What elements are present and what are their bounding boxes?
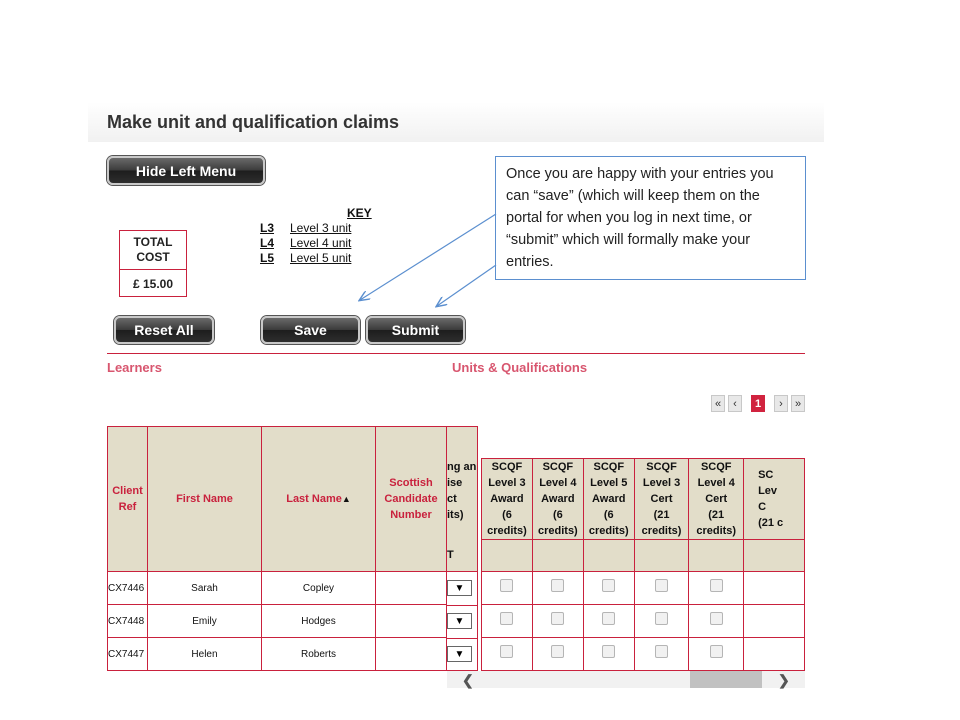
cell-last-name: Hodges (262, 605, 376, 638)
header-qual-partial: SC Lev C (21 c (744, 459, 805, 540)
cell-first-name: Sarah (148, 572, 262, 605)
partial-column-header: ng an ise ct its) (447, 459, 478, 572)
page-title: Make unit and qualification claims (107, 112, 400, 132)
cell-first-name: Helen (148, 638, 262, 671)
qual-checkbox[interactable] (655, 612, 668, 625)
key-title: KEY (347, 206, 372, 220)
submit-button[interactable]: Submit (366, 316, 465, 344)
section-divider (107, 353, 805, 354)
header-client-ref: Client Ref (108, 427, 148, 572)
chevron-right-icon[interactable]: ❯ (778, 672, 790, 688)
qualifications-table (481, 458, 805, 671)
header-last-name[interactable]: Last Name▲ (262, 427, 376, 572)
chevron-down-icon: ▼ (454, 648, 465, 660)
cell-last-name: Copley (262, 572, 376, 605)
chevron-down-icon: ▼ (454, 615, 465, 627)
qual-checkbox[interactable] (500, 579, 513, 592)
pagination (711, 395, 805, 412)
header-qual-l3-award: SCQF Level 3 Award (6 credits) (482, 459, 533, 540)
cell-first-name: Emily (148, 605, 262, 638)
table-row (482, 638, 805, 671)
qual-checkbox[interactable] (710, 612, 723, 625)
cell-scn (376, 572, 447, 605)
qual-checkbox[interactable] (551, 579, 564, 592)
pager-last-button[interactable]: » (791, 395, 805, 412)
qual-checkbox[interactable] (500, 612, 513, 625)
qualifications-table-viewport (481, 458, 805, 671)
pager-next-button[interactable]: › (774, 395, 788, 412)
level-dropdown[interactable] (447, 613, 472, 629)
section-learners: Learners (107, 360, 162, 375)
key-item-l5[interactable]: L5 Level 5 unit (260, 251, 352, 265)
qual-checkbox[interactable] (602, 612, 615, 625)
header-qual-l4-award: SCQF Level 4 Award (6 credits) (532, 459, 583, 540)
save-button[interactable]: Save (261, 316, 360, 344)
cell-client-ref: CX7448 (108, 605, 148, 638)
table-row (108, 605, 447, 638)
level-dropdown[interactable] (447, 580, 472, 596)
header-qual-l4-cert: SCQF Level 4 Cert (21 credits) (689, 459, 744, 540)
key-item-l3[interactable]: L3 Level 3 unit (260, 221, 352, 235)
header-scn: Scottish Candidate Number (376, 427, 447, 572)
qual-checkbox[interactable] (710, 645, 723, 658)
cell-client-ref: CX7447 (108, 638, 148, 671)
table-row (108, 638, 447, 671)
header-qual-l3-cert: SCQF Level 3 Cert (21 credits) (634, 459, 689, 540)
hide-left-menu-button[interactable]: Hide Left Menu (107, 156, 265, 185)
pager-first-button[interactable]: « (711, 395, 725, 412)
learners-table (107, 426, 447, 671)
table-row (482, 572, 805, 605)
cell-scn (376, 638, 447, 671)
callout-note: Once you are happy with your entries you can “save” (which will keep them on the portal for when you log in next time, or “submit” which will formally make your entries. (495, 156, 806, 280)
partial-column (447, 426, 478, 671)
pager-prev-button[interactable]: ‹ (728, 395, 742, 412)
total-cost-value: £ 15.00 (132, 277, 174, 291)
table-row (482, 605, 805, 638)
reset-all-button[interactable]: Reset All (114, 316, 214, 344)
level-dropdown[interactable] (447, 646, 472, 662)
header-qual-l5-award: SCQF Level 5 Award (6 credits) (583, 459, 634, 540)
total-cost-label: TOTAL COST (120, 231, 186, 270)
qual-checkbox[interactable] (602, 645, 615, 658)
cell-client-ref: CX7446 (108, 572, 148, 605)
qual-checkbox[interactable] (551, 645, 564, 658)
arrow-to-save (360, 214, 496, 300)
header-first-name[interactable]: First Name (148, 427, 262, 572)
qual-checkbox[interactable] (500, 645, 513, 658)
qual-checkbox[interactable] (655, 579, 668, 592)
section-units-qualifications: Units & Qualifications (452, 360, 588, 375)
sort-up-icon: ▲ (341, 494, 351, 504)
cell-last-name: Roberts (262, 638, 376, 671)
qual-checkbox[interactable] (551, 612, 564, 625)
cell-scn (376, 605, 447, 638)
chevron-down-icon: ▼ (454, 582, 465, 594)
qual-checkbox[interactable] (602, 579, 615, 592)
qual-checkbox[interactable] (655, 645, 668, 658)
partial-column-subheader: T (447, 540, 478, 572)
scrollbar-thumb[interactable] (690, 671, 762, 688)
pager-current-page[interactable]: 1 (751, 395, 765, 412)
qual-checkbox[interactable] (710, 579, 723, 592)
chevron-left-icon[interactable]: ❮ (462, 672, 474, 688)
table-row (108, 572, 447, 605)
arrow-to-submit (437, 265, 496, 306)
key-item-l4[interactable]: L4 Level 4 unit (260, 236, 352, 250)
